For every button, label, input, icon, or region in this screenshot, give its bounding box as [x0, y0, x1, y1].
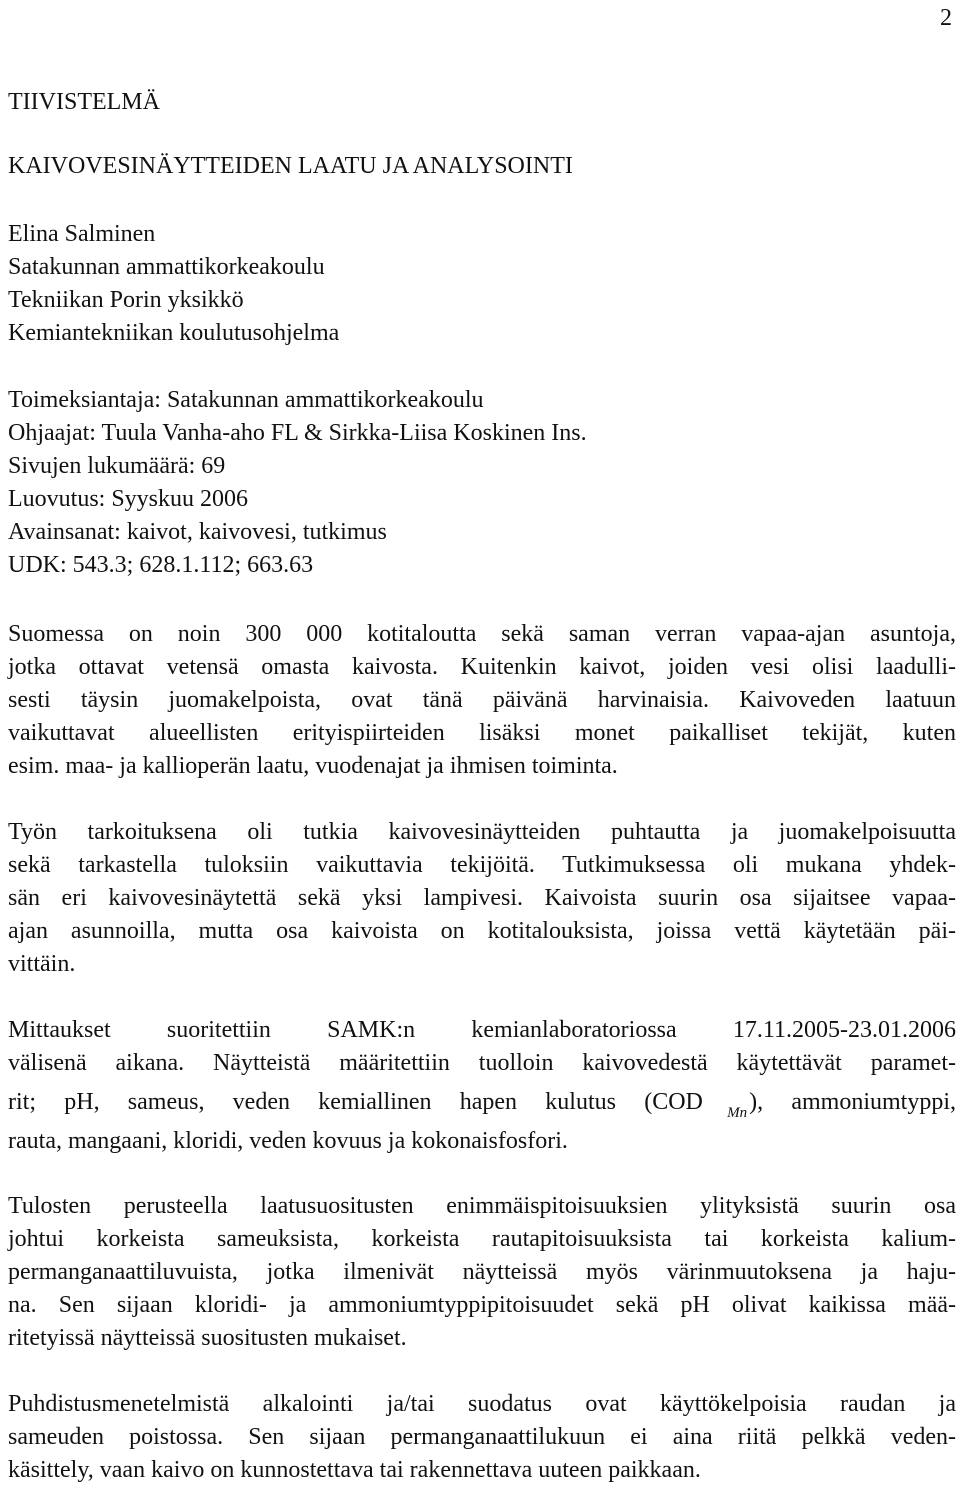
degree-programme: Kemiantekniikan koulutusohjelma [8, 320, 340, 346]
paragraph-line: Mittaukset suoritettiin SAMK:n kemianlaboratoriossa 17.11.2005-23.01.2006 [8, 1017, 956, 1043]
paragraph-line: rauta, mangaani, kloridi, veden kovuus ja kokonaisfosfori. [8, 1128, 568, 1154]
submission-date: Luovutus: Syyskuu 2006 [8, 486, 249, 512]
paragraph-line: johtui korkeista sameuksista, korkeista rautapitoisuuksista tai korkeista kalium- [8, 1226, 956, 1252]
cod-text: rit; pH, sameus, veden kemiallinen hapen kulutus (COD [8, 1089, 703, 1115]
page-count: Sivujen lukumäärä: 69 [8, 453, 226, 479]
cod-text-after: ), ammoniumtyppi, [749, 1089, 956, 1115]
unit: Tekniikan Porin yksikkö [8, 287, 244, 313]
author-name: Elina Salminen [8, 221, 156, 247]
thesis-title: KAIVOVESINÄYTTEIDEN LAATU JA ANALYSOINTI [8, 153, 573, 179]
paragraph-line: vaikuttavat alueellisten erityispiirteiden lisäksi monet paikalliset tekijät, kuten [8, 720, 956, 746]
paragraph-line: ajan asunnoilla, mutta osa kaivoista on kotitalouksista, joissa vettä käytetään päi- [8, 918, 956, 944]
page-number: 2 [940, 5, 952, 31]
paragraph-line: Puhdistusmenetelmistä alkalointi ja/tai suodatus ovat käyttökelpoisia raudan ja [8, 1391, 956, 1417]
paragraph-line: esim. maa- ja kallioperän laatu, vuodenajat ja ihmisen toiminta. [8, 753, 618, 779]
paragraph-line: ritetyissä näytteissä suositusten mukaiset. [8, 1325, 407, 1351]
paragraph-line: käsittely, vaan kaivo on kunnostettava tai rakennettava uuteen paikkaan. [8, 1457, 701, 1483]
cod-subscript: Mn [727, 1105, 748, 1121]
udc-codes: UDK: 543.3; 628.1.112; 663.63 [8, 552, 314, 578]
paragraph-line: jotka ottavat vetensä omasta kaivosta. Kuitenkin kaivot, joiden vesi olisi laadulli- [8, 654, 956, 680]
paragraph-3 [8, 1014, 956, 1158]
institution: Satakunnan ammattikorkeakoulu [8, 254, 325, 280]
commissioner: Toimeksiantaja: Satakunnan ammattikorkeakoulu [8, 387, 484, 413]
paragraph-line: sän eri kaivovesinäytettä sekä yksi lampivesi. Kaivoista suurin osa sijaitsee vapaa- [8, 885, 956, 911]
paragraph-line: permanganaattiluvuista, jotka ilmenivät näytteissä myös värinmuutoksena ja haju- [8, 1259, 956, 1285]
paragraph-line: sameuden poistossa. Sen sijaan permanganaattilukuun ei aina riitä pelkkä veden- [8, 1424, 956, 1450]
metadata-block [8, 384, 587, 582]
paragraph-line: välisenä aikana. Näytteistä määritettiin tuolloin kaivovedestä käytettävät paramet- [8, 1050, 956, 1076]
paragraph-line: Suomessa on noin 300 000 kotitaloutta sekä saman verran vapaa-ajan asuntoja, [8, 621, 956, 647]
keywords: Avainsanat: kaivot, kaivovesi, tutkimus [8, 519, 387, 545]
abstract-heading: TIIVISTELMÄ [8, 89, 160, 115]
paragraph-line: Työn tarkoituksena oli tutkia kaivovesinäytteiden puhtautta ja juomakelpoisuutta [8, 819, 956, 845]
paragraph-line: sekä tarkastella tuloksiin vaikuttavia tekijöitä. Tutkimuksessa oli mukana yhdek- [8, 852, 956, 878]
paragraph-line: sesti täysin juomakelpoista, ovat tänä päivänä harvinaisia. Kaivoveden laatuun [8, 687, 956, 713]
supervisors: Ohjaajat: Tuula Vanha-aho FL & Sirkka-Liisa Koskinen Ins. [8, 420, 587, 446]
paragraph-2 [8, 816, 956, 981]
paragraph-line: Tulosten perusteella laatusuositusten enimmäispitoisuuksien ylityksistä suurin osa [8, 1193, 956, 1219]
paragraph-4 [8, 1190, 956, 1355]
paragraph-line-with-subscript [8, 1080, 956, 1125]
paragraph-line: na. Sen sijaan kloridi- ja ammoniumtyppipitoisuudet sekä pH olivat kaikissa mää- [8, 1292, 956, 1318]
paragraph-5 [8, 1388, 956, 1487]
paragraph-1 [8, 618, 956, 783]
author-block [8, 218, 339, 350]
paragraph-line: vittäin. [8, 951, 76, 977]
